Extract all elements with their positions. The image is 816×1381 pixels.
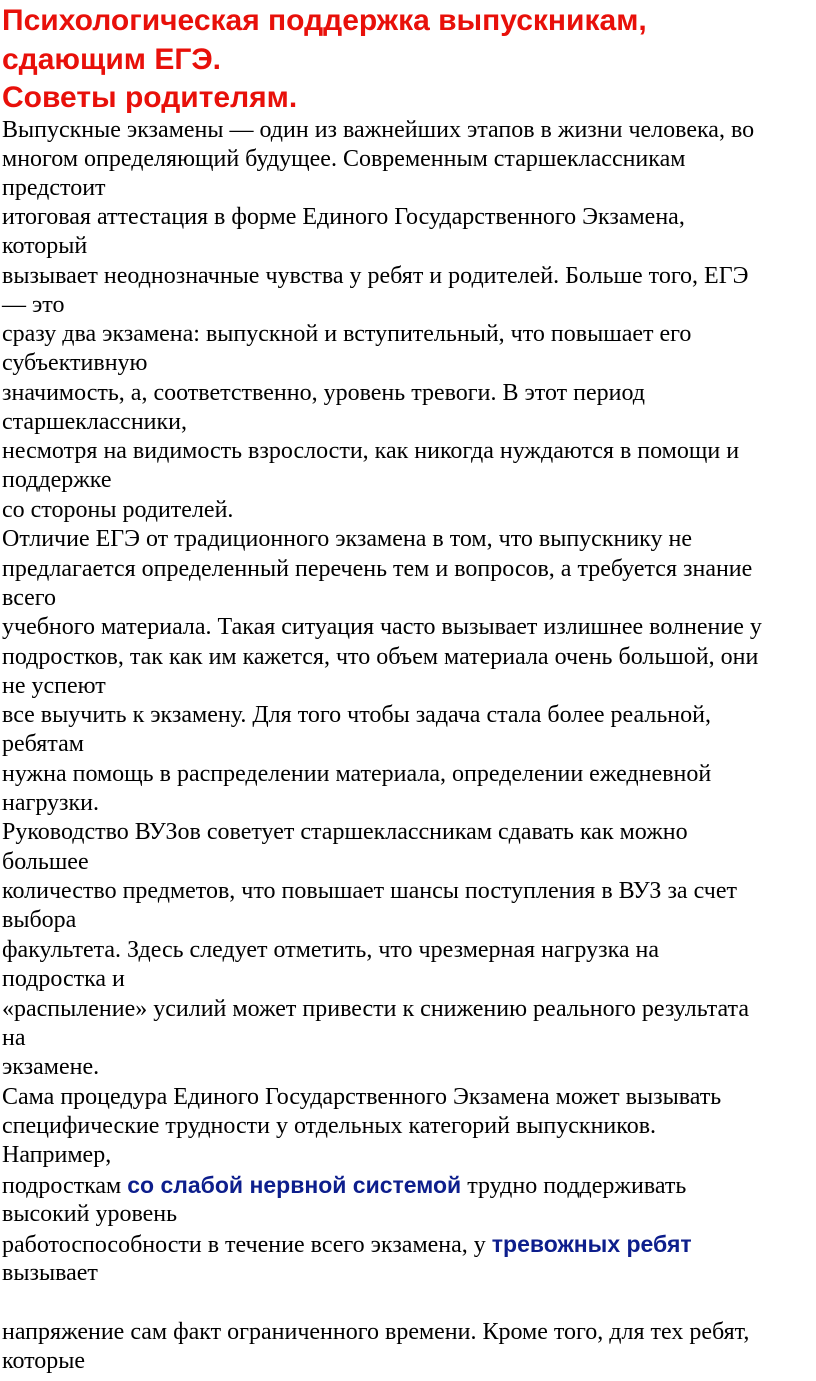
body-line: старшеклассники, bbox=[2, 409, 188, 435]
body-text-segment: трудно поддерживать bbox=[461, 1173, 687, 1199]
body-line: большее bbox=[2, 849, 89, 875]
body-line: подростка и bbox=[2, 966, 125, 992]
body-line: факультета. Здесь следует отметить, что чрезмерная нагрузка на bbox=[2, 937, 660, 963]
body-line: многом определяющий будущее. Современным старшеклассникам bbox=[2, 146, 686, 172]
body-line: значимость, а, соответственно, уровень тревоги. В этот период bbox=[2, 380, 646, 406]
body-line: нужна помощь в распределении материала, определении ежедневной bbox=[2, 761, 712, 787]
highlight-weak-nervous-system: со слабой нервной системой bbox=[127, 1172, 462, 1198]
body-line: итоговая аттестация в форме Единого Государственного Экзамена, bbox=[2, 204, 685, 230]
body-line: Например, bbox=[2, 1142, 112, 1168]
body-line: высокий уровень bbox=[2, 1201, 178, 1227]
body-line: не успеют bbox=[2, 673, 106, 699]
title-line-1: Психологическая поддержка выпускникам, bbox=[2, 4, 647, 37]
body-line: выбора bbox=[2, 907, 77, 933]
highlight-anxious-kids: тревожных ребят bbox=[491, 1231, 692, 1257]
body-line: вызывает bbox=[2, 1260, 98, 1286]
body-line: ребятам bbox=[2, 731, 84, 757]
body-line-mixed bbox=[2, 1230, 692, 1260]
body-line: предлагается определенный перечень тем и вопросов, а требуется знание bbox=[2, 556, 753, 582]
body-line: предстоит bbox=[2, 175, 106, 201]
title-line-2: сдающим ЕГЭ. bbox=[2, 43, 222, 76]
body-line: всего bbox=[2, 585, 57, 611]
body-line: количество предметов, что повышает шансы поступления в ВУЗ за счет bbox=[2, 878, 737, 904]
body-line: — это bbox=[2, 292, 65, 318]
body-text-segment: работоспособности в течение всего экзамена, у bbox=[2, 1232, 492, 1258]
body-line: Руководство ВУЗов советует старшеклассникам сдавать как можно bbox=[2, 819, 688, 845]
body-line: Сама процедура Единого Государственного Экзамена может вызывать bbox=[2, 1084, 722, 1110]
body-text-segment: подросткам bbox=[2, 1173, 128, 1199]
body-line: нагрузки. bbox=[2, 790, 100, 816]
body-line: поддержке bbox=[2, 467, 112, 493]
body-line: учебного материала. Такая ситуация часто вызывает излишнее волнение у bbox=[2, 614, 762, 640]
body-line: Отличие ЕГЭ от традиционного экзамена в том, что выпускнику не bbox=[2, 526, 692, 552]
body-line: все выучить к экзамену. Для того чтобы задача стала более реальной, bbox=[2, 702, 711, 728]
body-line: Выпускные экзамены — один из важнейших этапов в жизни человека, во bbox=[2, 117, 755, 143]
body-line: напряжение сам факт ограниченного времени. Кроме того, для тех ребят, bbox=[2, 1319, 750, 1345]
body-line: которые bbox=[2, 1348, 86, 1374]
body-line: несмотря на видимость взрослости, как никогда нуждаются в помощи и bbox=[2, 438, 740, 464]
body-line: на bbox=[2, 1025, 26, 1051]
body-line-mixed bbox=[2, 1171, 686, 1201]
title-line-3: Советы родителям. bbox=[2, 81, 298, 114]
body-line: экзамене. bbox=[2, 1054, 100, 1080]
body-line: вызывает неоднозначные чувства у ребят и родителей. Больше того, ЕГЭ bbox=[2, 263, 749, 289]
body-line: специфические трудности у отдельных категорий выпускников. bbox=[2, 1113, 657, 1139]
body-line: субъективную bbox=[2, 350, 148, 376]
body-line: «распыление» усилий может привести к снижению реального результата bbox=[2, 996, 749, 1022]
body-line: сразу два экзамена: выпускной и вступительный, что повышает его bbox=[2, 321, 692, 347]
body-line: который bbox=[2, 233, 88, 259]
body-line: со стороны родителей. bbox=[2, 497, 234, 523]
body-line: подростков, так как им кажется, что объем материала очень большой, они bbox=[2, 644, 759, 670]
